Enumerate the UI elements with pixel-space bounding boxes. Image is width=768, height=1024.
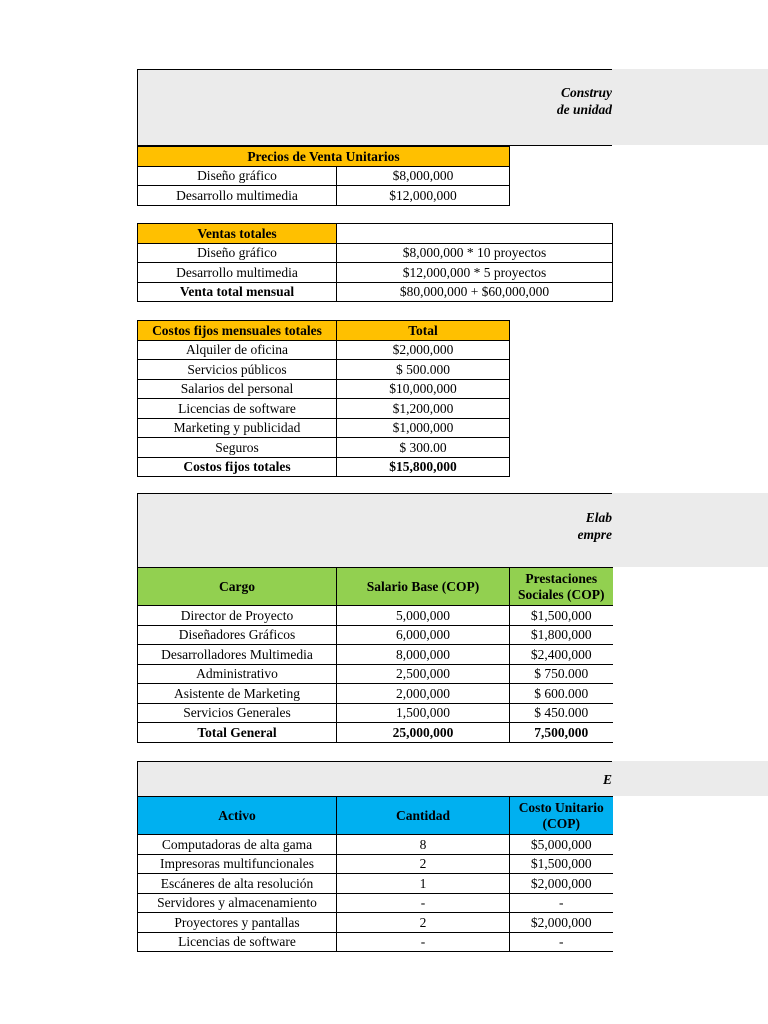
- table-row: [138, 645, 613, 665]
- table-row: [138, 723, 613, 743]
- table-row: [138, 835, 613, 855]
- ventas-title: Ventas totales: [138, 224, 337, 244]
- table-row: [138, 360, 510, 380]
- activos-activo: Proyectores y pantallas: [138, 913, 337, 933]
- activos-col-activo: Activo: [138, 797, 337, 835]
- ventas-total-label: Venta total mensual: [138, 282, 337, 302]
- salarios-cargo: Director de Proyecto: [138, 606, 337, 626]
- salarios-col-base: Salario Base (COP): [337, 568, 510, 606]
- table-row: [138, 340, 510, 360]
- table-row: [138, 399, 510, 419]
- activos-costo: $1,500,000: [510, 854, 613, 874]
- salarios-base: 6,000,000: [337, 625, 510, 645]
- table-row: [138, 379, 510, 399]
- table-row: [138, 932, 613, 952]
- costos-total-label: Costos fijos totales: [138, 457, 337, 477]
- costos-value: $1,000,000: [337, 418, 510, 438]
- table-row: [138, 418, 510, 438]
- section-header-3: [137, 761, 612, 797]
- ventas-value: $12,000,000 * 5 proyectos: [337, 263, 613, 283]
- table-row: [138, 703, 613, 723]
- costos-value: $1,200,000: [337, 399, 510, 419]
- costos-item: Servicios públicos: [138, 360, 337, 380]
- activos-costo: $5,000,000: [510, 835, 613, 855]
- salarios-base: 5,000,000: [337, 606, 510, 626]
- activos-cant: -: [337, 893, 510, 913]
- activos-activo: Servidores y almacenamiento: [138, 893, 337, 913]
- salarios-prest: $ 600.000: [510, 684, 613, 704]
- table-row: [138, 684, 613, 704]
- ventas-item: Desarrollo multimedia: [138, 263, 337, 283]
- costos-col-total: Total: [337, 321, 510, 341]
- salarios-prest: $ 750.000: [510, 664, 613, 684]
- activos-cant: 8: [337, 835, 510, 855]
- ventas-value: $8,000,000 * 10 proyectos: [337, 243, 613, 263]
- salarios-cargo: Administrativo: [138, 664, 337, 684]
- activos-cant: -: [337, 932, 510, 952]
- costos-item: Seguros: [138, 438, 337, 458]
- precios-value: $8,000,000: [337, 166, 510, 186]
- salarios-base: 2,500,000: [337, 664, 510, 684]
- costos-value: $10,000,000: [337, 379, 510, 399]
- side-bar-3: [612, 761, 768, 796]
- header-1-line-1: Construy: [560, 85, 612, 100]
- header-3-line-1: E: [602, 772, 612, 787]
- costos-value: $2,000,000: [337, 340, 510, 360]
- section-header-1: [137, 69, 612, 146]
- salarios-total-prest: 7,500,000: [510, 723, 613, 743]
- table-row: [138, 166, 510, 186]
- salarios-base: 2,000,000: [337, 684, 510, 704]
- table-row: [138, 263, 613, 283]
- costos-item: Alquiler de oficina: [138, 340, 337, 360]
- side-bar-1: [612, 69, 768, 145]
- costos-item: Licencias de software: [138, 399, 337, 419]
- precios-item: Desarrollo multimedia: [138, 186, 337, 206]
- activos-costo: $2,000,000: [510, 874, 613, 894]
- salarios-col-cargo: Cargo: [138, 568, 337, 606]
- activos-col-cantidad: Cantidad: [337, 797, 510, 835]
- ventas-total-value: $80,000,000 + $60,000,000: [337, 282, 613, 302]
- costos-value: $ 300.00: [337, 438, 510, 458]
- salarios-base: 1,500,000: [337, 703, 510, 723]
- costos-table: [137, 320, 510, 477]
- salarios-table: [137, 567, 613, 743]
- table-row: [138, 606, 613, 626]
- side-bar-2: [612, 493, 768, 567]
- activos-col-costo: [510, 797, 613, 835]
- costos-item: Marketing y publicidad: [138, 418, 337, 438]
- ventas-table: [137, 223, 613, 302]
- activos-costo: -: [510, 932, 613, 952]
- activos-activo: Computadoras de alta gama: [138, 835, 337, 855]
- table-row: [138, 854, 613, 874]
- table-row: [138, 282, 613, 302]
- header-2-line-1: Elab: [585, 510, 612, 525]
- section-header-2: [137, 493, 612, 568]
- salarios-total-base: 25,000,000: [337, 723, 510, 743]
- table-row: [138, 874, 613, 894]
- salarios-cargo: Servicios Generales: [138, 703, 337, 723]
- costos-item: Salarios del personal: [138, 379, 337, 399]
- salarios-prest: $ 450.000: [510, 703, 613, 723]
- activos-table: [137, 796, 613, 952]
- salarios-cargo: Desarrolladores Multimedia: [138, 645, 337, 665]
- salarios-col-prest-line2: Sociales (COP): [517, 586, 605, 602]
- activos-cant: 1: [337, 874, 510, 894]
- precios-table: [137, 146, 510, 206]
- table-row: [138, 438, 510, 458]
- costos-value: $ 500.000: [337, 360, 510, 380]
- header-1-line-2: de unidad: [556, 102, 612, 117]
- table-row: [138, 664, 613, 684]
- salarios-cargo: Diseñadores Gráficos: [138, 625, 337, 645]
- table-row: [138, 186, 510, 206]
- activos-col-costo-line2: (COP): [542, 815, 580, 831]
- ventas-item: Diseño gráfico: [138, 243, 337, 263]
- salarios-prest: $1,800,000: [510, 625, 613, 645]
- activos-cant: 2: [337, 913, 510, 933]
- salarios-cargo: Asistente de Marketing: [138, 684, 337, 704]
- table-row: [138, 457, 510, 477]
- activos-col-costo-line1: Costo Unitario: [518, 799, 604, 815]
- salarios-prest: $2,400,000: [510, 645, 613, 665]
- precios-title: Precios de Venta Unitarios: [138, 147, 510, 167]
- table-row: [138, 913, 613, 933]
- salarios-total-label: Total General: [138, 723, 337, 743]
- costos-total-value: $15,800,000: [337, 457, 510, 477]
- activos-activo: Licencias de software: [138, 932, 337, 952]
- table-row: [138, 893, 613, 913]
- salarios-base: 8,000,000: [337, 645, 510, 665]
- table-row: [138, 243, 613, 263]
- costos-col-item: Costos fijos mensuales totales: [138, 321, 337, 341]
- precios-value: $12,000,000: [337, 186, 510, 206]
- salarios-col-prest-line1: Prestaciones: [525, 570, 598, 586]
- ventas-title-blank: [337, 224, 613, 244]
- salarios-prest: $1,500,000: [510, 606, 613, 626]
- activos-activo: Impresoras multifuncionales: [138, 854, 337, 874]
- activos-costo: $2,000,000: [510, 913, 613, 933]
- header-2-line-2: empre: [577, 527, 612, 542]
- precios-item: Diseño gráfico: [138, 166, 337, 186]
- activos-cant: 2: [337, 854, 510, 874]
- salarios-col-prest: [510, 568, 613, 606]
- table-row: [138, 625, 613, 645]
- activos-activo: Escáneres de alta resolución: [138, 874, 337, 894]
- activos-costo: -: [510, 893, 613, 913]
